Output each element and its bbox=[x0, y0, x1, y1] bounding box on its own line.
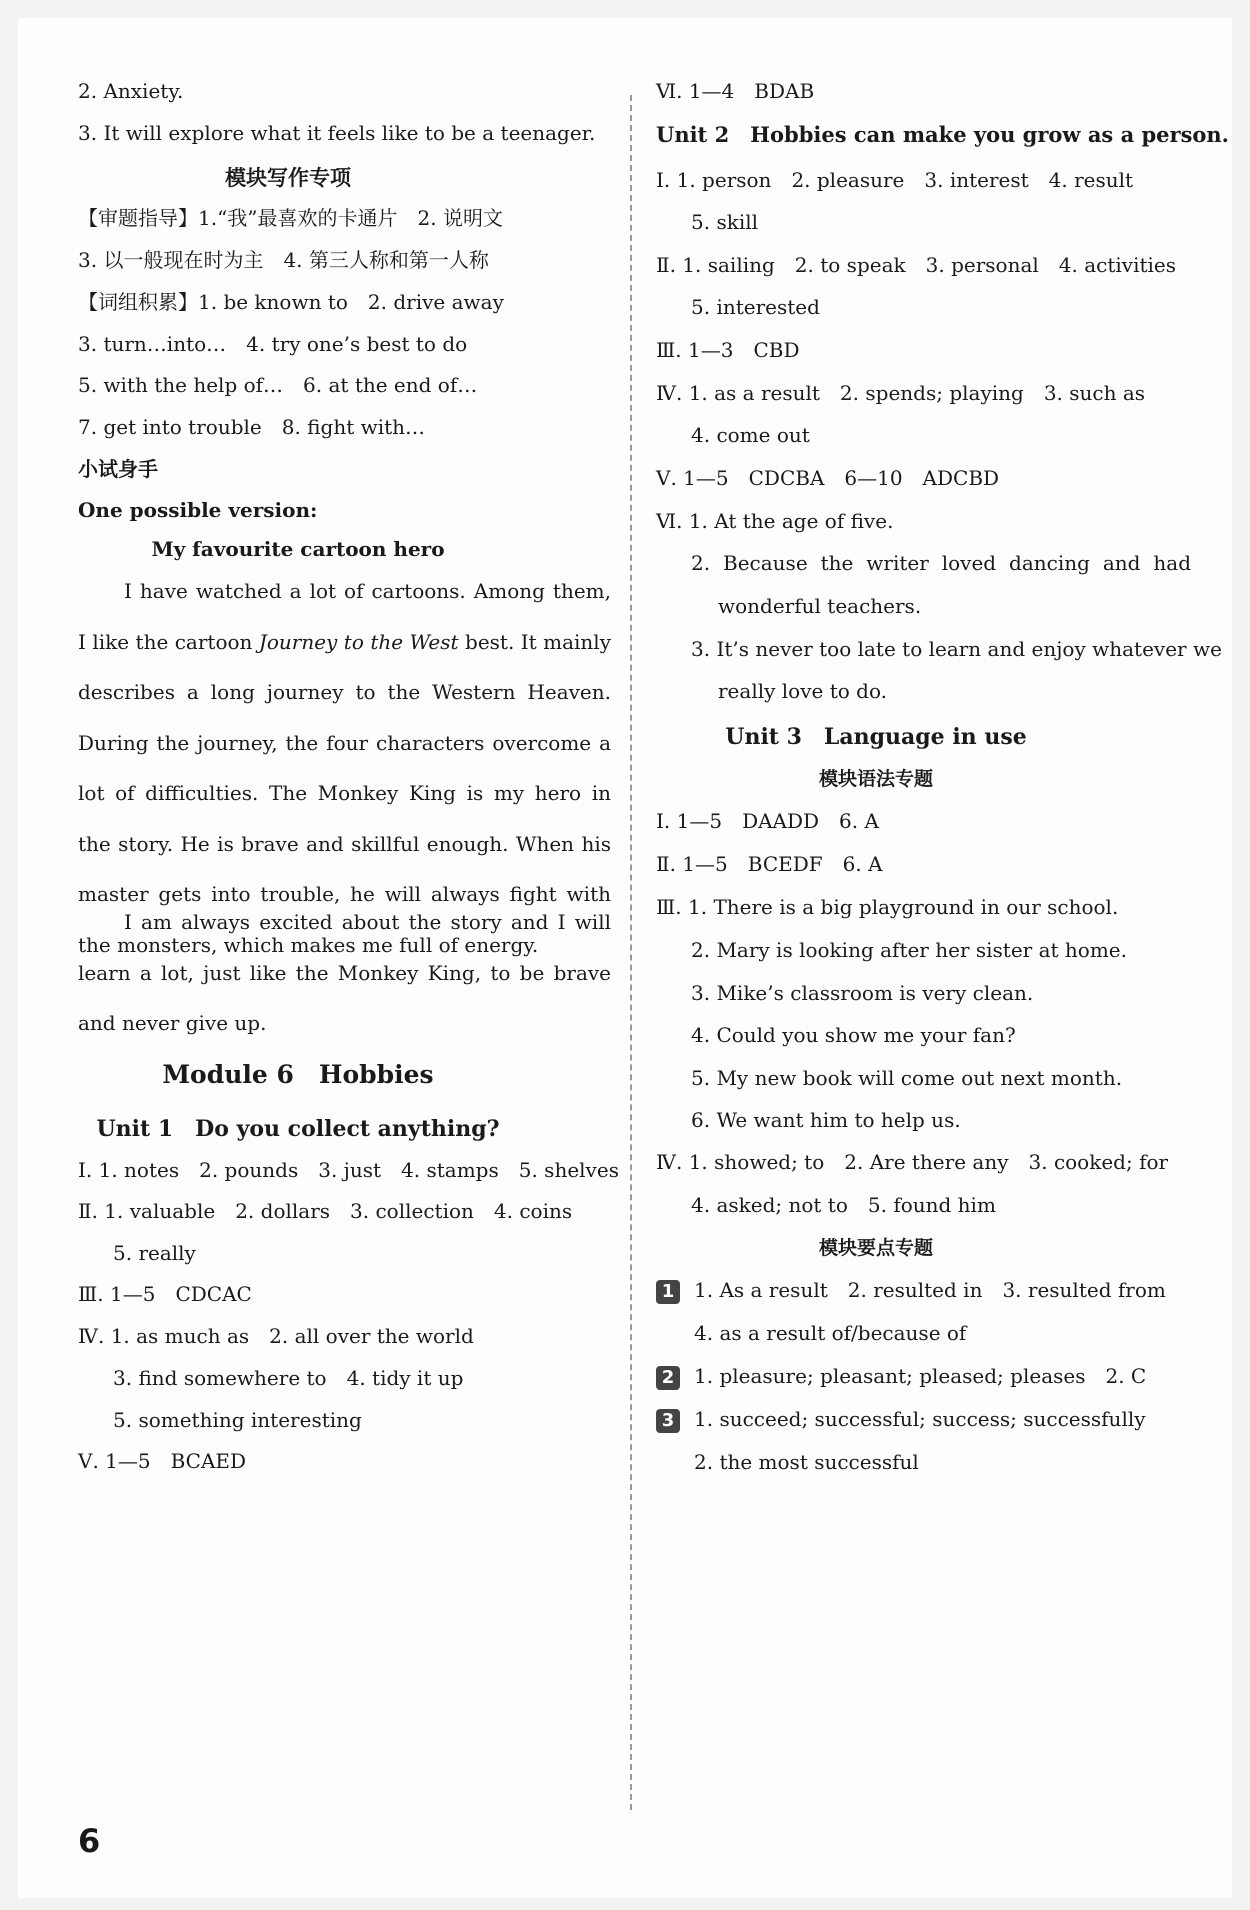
unit-title: Unit 1 Do you collect anything? bbox=[96, 1116, 500, 1142]
answer-line: really love to do. bbox=[718, 679, 887, 703]
answer-line: Ⅲ. 1—5 CDCAC bbox=[78, 1282, 252, 1306]
answer-line: Ⅴ. 1—5 BCAED bbox=[78, 1449, 247, 1473]
answer-line: Ⅰ. 1. person 2. pleasure 3. interest 4. result bbox=[656, 168, 1134, 192]
page-number: 6 bbox=[78, 1822, 101, 1860]
answer-line: Ⅴ. 1—5 CDCBA 6—10 ADCBD bbox=[656, 466, 1000, 490]
answer-line: 4. asked; not to 5. found him bbox=[691, 1193, 996, 1217]
answer-line: Ⅵ. 1. At the age of five. bbox=[656, 509, 894, 533]
answer-line: 5. with the help of… 6. at the end of… bbox=[78, 373, 478, 397]
version-label: One possible version: bbox=[78, 498, 318, 522]
answer-line: 2. Because the writer loved dancing and had bbox=[691, 551, 1191, 575]
answer-line: 3. Mike’s classroom is very clean. bbox=[691, 981, 1034, 1005]
answer-line: 【审题指导】1.“我”最喜欢的卡通片 2. 说明文 bbox=[78, 206, 503, 230]
keypoint-text: 1. succeed; successful; success; successfully bbox=[694, 1407, 1146, 1431]
answer-line: 7. get into trouble 8. fight with… bbox=[78, 415, 426, 439]
answer-line: Ⅰ. 1. notes 2. pounds 3. just 4. stamps 5. shelves bbox=[78, 1158, 619, 1182]
keypoint-line bbox=[656, 1405, 1146, 1433]
essay-text: best. It mainly describes a long journey to the Western Heaven. During the journey, the four characters overcome a lot of difficulties. The Monkey King is my hero in the story. He is brave and skillful enough. When his master gets into trouble, he will always fight with the monsters, which makes me full of energy. bbox=[78, 629, 611, 957]
keypoint-line bbox=[656, 1362, 1146, 1390]
answer-line: 3. It’s never too late to learn and enjoy whatever we bbox=[691, 637, 1222, 661]
module-title: Module 6 Hobbies bbox=[162, 1060, 434, 1089]
answer-line: 5. interested bbox=[691, 295, 820, 319]
answer-line: Ⅱ. 1. sailing 2. to speak 3. personal 4. activities bbox=[656, 253, 1176, 277]
answer-line: Ⅲ. 1. There is a big playground in our school. bbox=[656, 895, 1119, 919]
answer-line: 4. come out bbox=[691, 423, 810, 447]
practice-label: 小试身手 bbox=[78, 457, 158, 481]
keypoint-text: 1. pleasure; pleasant; pleased; pleases 2. C bbox=[694, 1364, 1147, 1388]
answer-line: 5. really bbox=[113, 1241, 196, 1265]
unit-title: Unit 3 Language in use bbox=[725, 724, 1027, 750]
answer-line: 5. skill bbox=[691, 210, 759, 234]
grammar-section-title: 模块语法专题 bbox=[818, 768, 933, 790]
keypoint-line: 2. the most successful bbox=[694, 1450, 919, 1474]
answer-line: 2. Mary is looking after her sister at home. bbox=[691, 938, 1127, 962]
essay-title: My favourite cartoon hero bbox=[151, 537, 445, 561]
number-box-icon: 2 bbox=[656, 1366, 680, 1390]
keypoint-text: 1. As a result 2. resulted in 3. resulted from bbox=[694, 1278, 1166, 1302]
answer-line: 5. My new book will come out next month. bbox=[691, 1066, 1123, 1090]
answer-line: Ⅵ. 1—4 BDAB bbox=[656, 79, 815, 103]
number-box-icon: 1 bbox=[656, 1280, 680, 1304]
answer-line: 3. find somewhere to 4. tidy it up bbox=[113, 1366, 464, 1390]
column-divider bbox=[630, 95, 632, 1810]
answer-line: 6. We want him to help us. bbox=[691, 1108, 961, 1132]
essay-text: I have watched a lot of cartoons. Among them, I like the cartoon bbox=[78, 579, 611, 654]
answer-line: Ⅱ. 1—5 BCEDF 6. A bbox=[656, 852, 883, 876]
answer-line: Ⅳ. 1. showed; to 2. Are there any 3. cooked; for bbox=[656, 1150, 1169, 1174]
cartoon-title: Journey to the West bbox=[258, 629, 459, 654]
answer-line: Ⅰ. 1—5 DAADD 6. A bbox=[656, 809, 879, 833]
answer-line: Ⅳ. 1. as a result 2. spends; playing 3. such as bbox=[656, 381, 1146, 405]
unit-title: Unit 2 Hobbies can make you grow as a person. bbox=[656, 122, 1229, 147]
answer-line: 4. Could you show me your fan? bbox=[691, 1023, 1016, 1047]
writing-section-title: 模块写作专项 bbox=[225, 165, 351, 190]
answer-line: 5. something interesting bbox=[113, 1408, 362, 1432]
answer-line: 3. turn…into… 4. try one’s best to do bbox=[78, 332, 468, 356]
answer-line: Ⅳ. 1. as much as 2. all over the world bbox=[78, 1324, 474, 1348]
keypoints-section-title: 模块要点专题 bbox=[818, 1237, 933, 1259]
number-box-icon: 3 bbox=[656, 1409, 680, 1433]
keypoint-line: 4. as a result of/because of bbox=[694, 1321, 967, 1345]
keypoint-line bbox=[656, 1276, 1166, 1304]
essay-paragraph-2: I am always excited about the story and I will learn a lot, just like the Monkey King, to be brave and never give up. bbox=[78, 910, 611, 1035]
answer-line: 【词组积累】1. be known to 2. drive away bbox=[78, 290, 504, 314]
answer-line: Ⅱ. 1. valuable 2. dollars 3. collection 4. coins bbox=[78, 1199, 573, 1223]
answer-line: 3. 以一般现在时为主 4. 第三人称和第一人称 bbox=[78, 248, 489, 272]
answer-line: wonderful teachers. bbox=[718, 594, 922, 618]
answer-line: 2. Anxiety. bbox=[78, 79, 184, 103]
answer-line: 3. It will explore what it feels like to be a teenager. bbox=[78, 121, 596, 145]
answer-line: Ⅲ. 1—3 CBD bbox=[656, 338, 800, 362]
